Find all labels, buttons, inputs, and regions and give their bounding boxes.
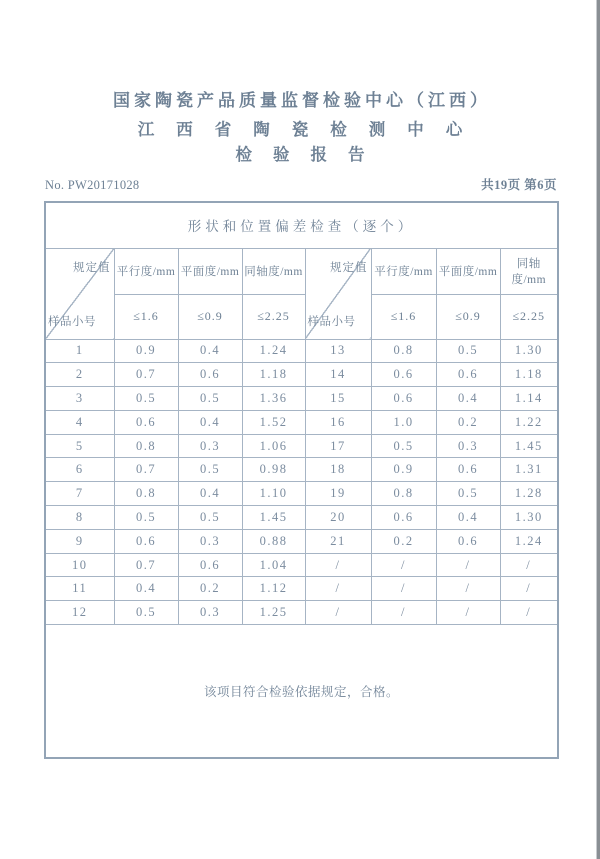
value-cell: 0.5: [178, 458, 242, 482]
sample-no-cell: 4: [45, 410, 114, 434]
corner-label-spec: 规定值: [330, 261, 368, 274]
table-row: [45, 387, 558, 411]
value-cell: 0.5: [178, 387, 242, 411]
value-cell: 1.22: [500, 410, 558, 434]
value-cell: 1.45: [500, 434, 558, 458]
value-cell: 0.6: [114, 410, 178, 434]
value-cell: 0.6: [114, 529, 178, 553]
corner-label-sample: 样品小号: [307, 315, 356, 328]
value-cell: 0.6: [371, 387, 436, 411]
value-cell: /: [500, 601, 558, 625]
value-cell: 0.4: [436, 387, 500, 411]
sample-no-cell: 7: [45, 482, 114, 506]
sample-no-cell: 11: [45, 577, 114, 601]
value-cell: 0.8: [371, 339, 436, 363]
sample-no-cell: 2: [45, 363, 114, 387]
table-row: [45, 577, 558, 601]
sample-no-cell: 14: [305, 363, 371, 387]
value-cell: 0.6: [436, 363, 500, 387]
value-cell: 1.25: [242, 601, 305, 625]
value-cell: 0.5: [114, 506, 178, 530]
value-cell: /: [371, 601, 436, 625]
value-cell: 1.24: [500, 529, 558, 553]
value-cell: 1.10: [242, 482, 305, 506]
value-cell: 0.2: [371, 529, 436, 553]
value-cell: /: [371, 577, 436, 601]
meta-row: [45, 178, 557, 193]
sample-no-cell: 15: [305, 387, 371, 411]
table-title: 形状和位置偏差检查（逐个）: [45, 202, 558, 248]
limit-cell: ≤0.9: [436, 294, 500, 339]
table-row: [45, 553, 558, 577]
value-cell: 0.3: [178, 529, 242, 553]
sample-no-cell: /: [305, 601, 371, 625]
value-cell: 0.88: [242, 529, 305, 553]
value-cell: 0.2: [178, 577, 242, 601]
value-cell: 0.3: [178, 601, 242, 625]
limit-cell: ≤2.25: [242, 294, 305, 339]
limit-cell: ≤2.25: [500, 294, 558, 339]
value-cell: 0.6: [436, 458, 500, 482]
table-row: [45, 339, 558, 363]
value-cell: 1.14: [500, 387, 558, 411]
value-cell: /: [436, 601, 500, 625]
sample-no-cell: 16: [305, 410, 371, 434]
sample-no-cell: 5: [45, 434, 114, 458]
center-title: 江西省陶瓷检测中心: [137, 120, 485, 139]
column-header-flatness: 平面度/mm: [178, 248, 242, 294]
sample-no-cell: 19: [305, 482, 371, 506]
value-cell: 0.5: [371, 434, 436, 458]
value-cell: 0.5: [114, 387, 178, 411]
value-cell: /: [436, 553, 500, 577]
value-cell: 0.9: [114, 339, 178, 363]
value-cell: 0.4: [178, 339, 242, 363]
sample-no-cell: 8: [45, 506, 114, 530]
table-row: [45, 363, 558, 387]
value-cell: 0.5: [114, 601, 178, 625]
value-cell: 0.6: [178, 553, 242, 577]
value-cell: 0.6: [371, 506, 436, 530]
value-cell: 0.3: [436, 434, 500, 458]
value-cell: 0.4: [178, 482, 242, 506]
inspection-table: [44, 201, 559, 759]
value-cell: 0.7: [114, 458, 178, 482]
value-cell: /: [371, 553, 436, 577]
scan-edge-artifact: [596, 0, 600, 859]
value-cell: 0.4: [436, 506, 500, 530]
table-row: [45, 482, 558, 506]
value-cell: 1.52: [242, 410, 305, 434]
column-header-parallelism: 平行度/mm: [114, 248, 178, 294]
value-cell: 0.2: [436, 410, 500, 434]
value-cell: 0.8: [114, 434, 178, 458]
corner-label-sample: 样品小号: [48, 315, 96, 328]
value-cell: 0.4: [178, 410, 242, 434]
corner-cell-right: [305, 248, 371, 339]
value-cell: 1.36: [242, 387, 305, 411]
corner-cell-left: [45, 248, 114, 339]
report-number: No. PW20171028: [45, 178, 140, 192]
sample-no-cell: 18: [305, 458, 371, 482]
table-row: [45, 529, 558, 553]
value-cell: 0.6: [178, 363, 242, 387]
table-row: [45, 506, 558, 530]
sample-no-cell: 3: [45, 387, 114, 411]
value-cell: 1.04: [242, 553, 305, 577]
value-cell: 1.45: [242, 506, 305, 530]
value-cell: 0.4: [114, 577, 178, 601]
table-row: [45, 601, 558, 625]
sample-no-cell: 21: [305, 529, 371, 553]
value-cell: /: [436, 577, 500, 601]
value-cell: /: [500, 577, 558, 601]
org-title: 国家陶瓷产品质量监督检验中心（江西）: [113, 91, 491, 110]
value-cell: 0.8: [114, 482, 178, 506]
column-header-coaxiality: 同轴度/mm: [242, 248, 305, 294]
sample-no-cell: 1: [45, 339, 114, 363]
sample-no-cell: 12: [45, 601, 114, 625]
table-row: [45, 410, 558, 434]
value-cell: 0.6: [371, 363, 436, 387]
value-cell: 1.06: [242, 434, 305, 458]
value-cell: 0.9: [371, 458, 436, 482]
sample-no-cell: /: [305, 577, 371, 601]
sample-no-cell: 6: [45, 458, 114, 482]
value-cell: 0.3: [178, 434, 242, 458]
value-cell: 0.8: [371, 482, 436, 506]
table-body: [45, 339, 558, 625]
value-cell: 0.5: [178, 506, 242, 530]
table-row: [45, 434, 558, 458]
corner-label-spec: 规定值: [73, 261, 111, 274]
value-cell: 1.18: [242, 363, 305, 387]
limit-cell: ≤0.9: [178, 294, 242, 339]
limit-cell: ≤1.6: [114, 294, 178, 339]
table-row: [45, 458, 558, 482]
value-cell: 0.7: [114, 363, 178, 387]
sample-no-cell: /: [305, 553, 371, 577]
value-cell: 1.31: [500, 458, 558, 482]
value-cell: 1.0: [371, 410, 436, 434]
value-cell: 0.6: [436, 529, 500, 553]
report-title: 检验报告: [235, 145, 386, 164]
value-cell: 0.5: [436, 482, 500, 506]
column-header-parallelism: 平行度/mm: [371, 248, 436, 294]
value-cell: 1.12: [242, 577, 305, 601]
sample-no-cell: 17: [305, 434, 371, 458]
value-cell: 1.30: [500, 339, 558, 363]
value-cell: 1.24: [242, 339, 305, 363]
column-header-coaxiality: 同轴度/mm: [500, 248, 558, 294]
sample-no-cell: 20: [305, 506, 371, 530]
page-indicator: 共19页 第6页: [481, 178, 557, 192]
value-cell: /: [500, 553, 558, 577]
sample-no-cell: 10: [45, 553, 114, 577]
limit-cell: ≤1.6: [371, 294, 436, 339]
value-cell: 1.30: [500, 506, 558, 530]
value-cell: 0.7: [114, 553, 178, 577]
conclusion-note: 该项目符合检验依据规定，合格。: [45, 625, 558, 758]
sample-no-cell: 13: [305, 339, 371, 363]
value-cell: 1.28: [500, 482, 558, 506]
value-cell: 0.98: [242, 458, 305, 482]
value-cell: 1.18: [500, 363, 558, 387]
value-cell: 0.5: [436, 339, 500, 363]
column-header-flatness: 平面度/mm: [436, 248, 500, 294]
sample-no-cell: 9: [45, 529, 114, 553]
